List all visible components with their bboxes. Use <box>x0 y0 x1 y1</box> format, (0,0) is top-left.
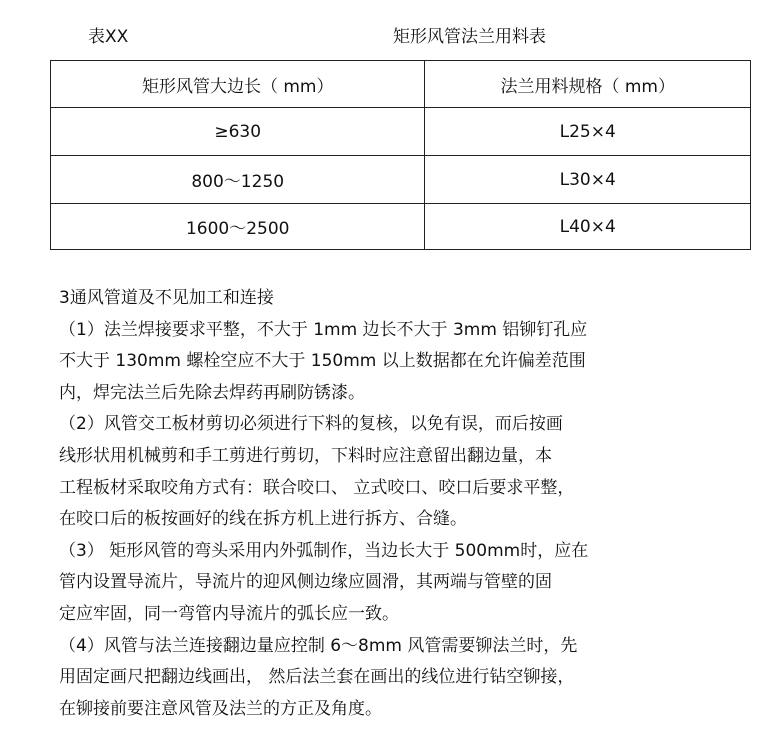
table-cell: L30×4 <box>425 156 751 204</box>
text-line: 工程板材采取咬角方式有：联合咬口、 立式咬口、咬口后要求平整， <box>59 477 575 498</box>
table-row <box>51 204 751 250</box>
table-number: 表XX <box>88 27 129 47</box>
column-header-flange-spec: 法兰用料规格（ mm） <box>425 61 751 108</box>
column-header-duct-side: 矩形风管大边长（ mm） <box>51 61 425 108</box>
table-cell: 800～1250 <box>51 156 425 204</box>
text-line: 在铆接前要注意风管及法兰的方正及角度。 <box>59 698 382 719</box>
text-line: （3） 矩形风管的弯头采用内外弧制作，当边长大于 500mm时，应在 <box>59 540 589 561</box>
text-line: 在咬口后的板按画好的线在拆方机上进行拆方、合缝。 <box>59 509 467 530</box>
text-line: （1）法兰焊接要求平整，不大于 1mm 边长不大于 3mm 铝铆钉孔应 <box>59 319 588 340</box>
text-line: （4）风管与法兰连接翻边量应控制 6～8mm 风管需要铆法兰时，先 <box>59 635 578 656</box>
text-line: 定应牢固，同一弯管内导流片的弧长应一致。 <box>59 603 399 624</box>
table-row <box>51 156 751 204</box>
text-line: 内，焊完法兰后先除去焊药再刷防锈漆。 <box>59 382 365 403</box>
body-text <box>59 283 759 725</box>
table-cell: ≥630 <box>51 108 425 156</box>
flange-material-table <box>50 60 751 250</box>
table-title: 矩形风管法兰用料表 <box>393 27 546 47</box>
table-cell: L25×4 <box>425 108 751 156</box>
text-line: 管内设置导流片，导流片的迎风侧边缘应圆滑，其两端与管壁的固 <box>59 572 552 593</box>
table-cell: 1600～2500 <box>51 204 425 250</box>
text-line: 不大于 130mm 螺栓空应不大于 150mm 以上数据都在允许偏差范围 <box>59 351 586 372</box>
table-caption <box>0 24 766 50</box>
table-header-row <box>51 61 751 108</box>
text-line: 线形状用机械剪和手工剪进行剪切，下料时应注意留出翻边量，本 <box>59 445 552 466</box>
section-heading: 3通风管道及不见加工和连接 <box>59 288 274 308</box>
table-cell: L40×4 <box>425 204 751 250</box>
text-line: （2）风管交工板材剪切必须进行下料的复核，以免有误，而后按画 <box>59 414 563 435</box>
table-row <box>51 108 751 156</box>
text-line: 用固定画尺把翻边线画出， 然后法兰套在画出的线位进行钻空铆接， <box>59 667 575 688</box>
